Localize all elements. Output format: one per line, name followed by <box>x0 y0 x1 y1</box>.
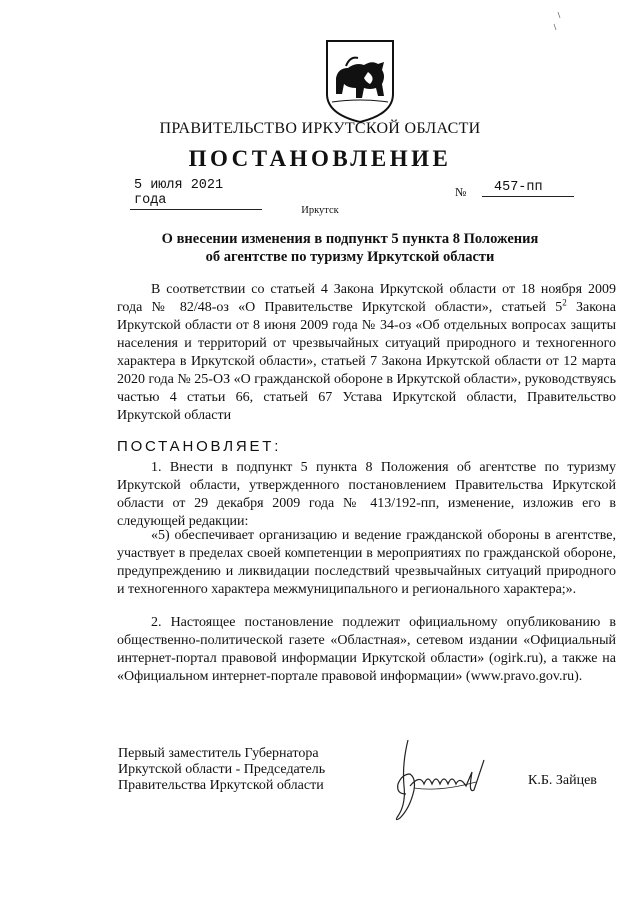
coat-of-arms-icon <box>324 38 396 124</box>
preamble-part-a: В соответствии со статьей 4 Закона Иркутской области от 18 ноября 2009 года № 82/48-оз «О Правительстве Иркутской области», статьей 5 <box>117 282 616 315</box>
number-label: № <box>455 185 467 199</box>
government-name: ПРАВИТЕЛЬСТВО ИРКУТСКОЙ ОБЛАСТИ <box>159 120 481 137</box>
signer-name: К.Б. Зайцев <box>528 773 597 788</box>
item-2: 2. Настоящее постановление подлежит официальному опубликованию в общественно-политической газете «Областная», сетевом издании «Официальный интернет-портал правовой информации Иркутской области» (ogirk.ru), а также на «Официальном интернет-портале правовой информации» (www.pravo.gov.ru). <box>117 615 616 684</box>
title-line-1: О внесении изменения в подпункт 5 пункта 8 Положения <box>161 231 539 247</box>
signer-position-line-2: Иркутской области - Председатель <box>118 762 326 777</box>
document-date: 5 июля 2021 года <box>130 178 262 210</box>
title-line-2: об агентстве по туризму Иркутской области <box>205 249 495 265</box>
item-1: 1. Внести в подпункт 5 пункта 8 Положения об агентстве по туризму Иркутской области, утвержденного постановлением Правительства Иркутской области от 29 декабря 2009 года № 413/192-пп, изменение, изложив его в следующей редакции: <box>117 460 616 529</box>
signer-position <box>118 746 325 794</box>
city: Иркутск <box>301 205 339 216</box>
item-1-quote: «5) обеспечивает организацию и ведение гражданской обороны в агентстве, участвует в пределах своей компетенции в мероприятиях по гражданской обороне, предупреждению и ликвидации последствий чрезвычайных ситуаций природного и техногенного характера межмуниципального и регионального характера;». <box>117 528 616 597</box>
article-superscript: 2 <box>562 297 567 308</box>
preamble-part-b: Закона Иркутской области от 8 июня 2009 года № 34-оз «Об отдельных вопросах защиты населения и территорий от чрезвычайных ситуаций природного и техногенного характера в Иркутской области», статьей 7 Закона Иркутской области от 12 марта 2020 года № 25-ОЗ «О гражданской обороне в Иркутской области», руководствуясь частью 4 статьи 66, статьей 67 Устава Иркутской области, Правительство Иркутской области <box>117 300 616 423</box>
signer-position-line-1: Первый заместитель Губернатора <box>118 746 319 761</box>
document-type: ПОСТАНОВЛЕНИЕ <box>188 146 452 171</box>
document-title <box>140 230 560 266</box>
preamble <box>117 281 616 425</box>
corner-mark <box>544 10 564 32</box>
resolves-heading: ПОСТАНОВЛЯЕТ: <box>117 438 282 455</box>
document-number: 457-пп <box>482 180 574 197</box>
handwritten-signature <box>380 734 500 829</box>
signer-position-line-3: Правительства Иркутской области <box>118 778 324 793</box>
